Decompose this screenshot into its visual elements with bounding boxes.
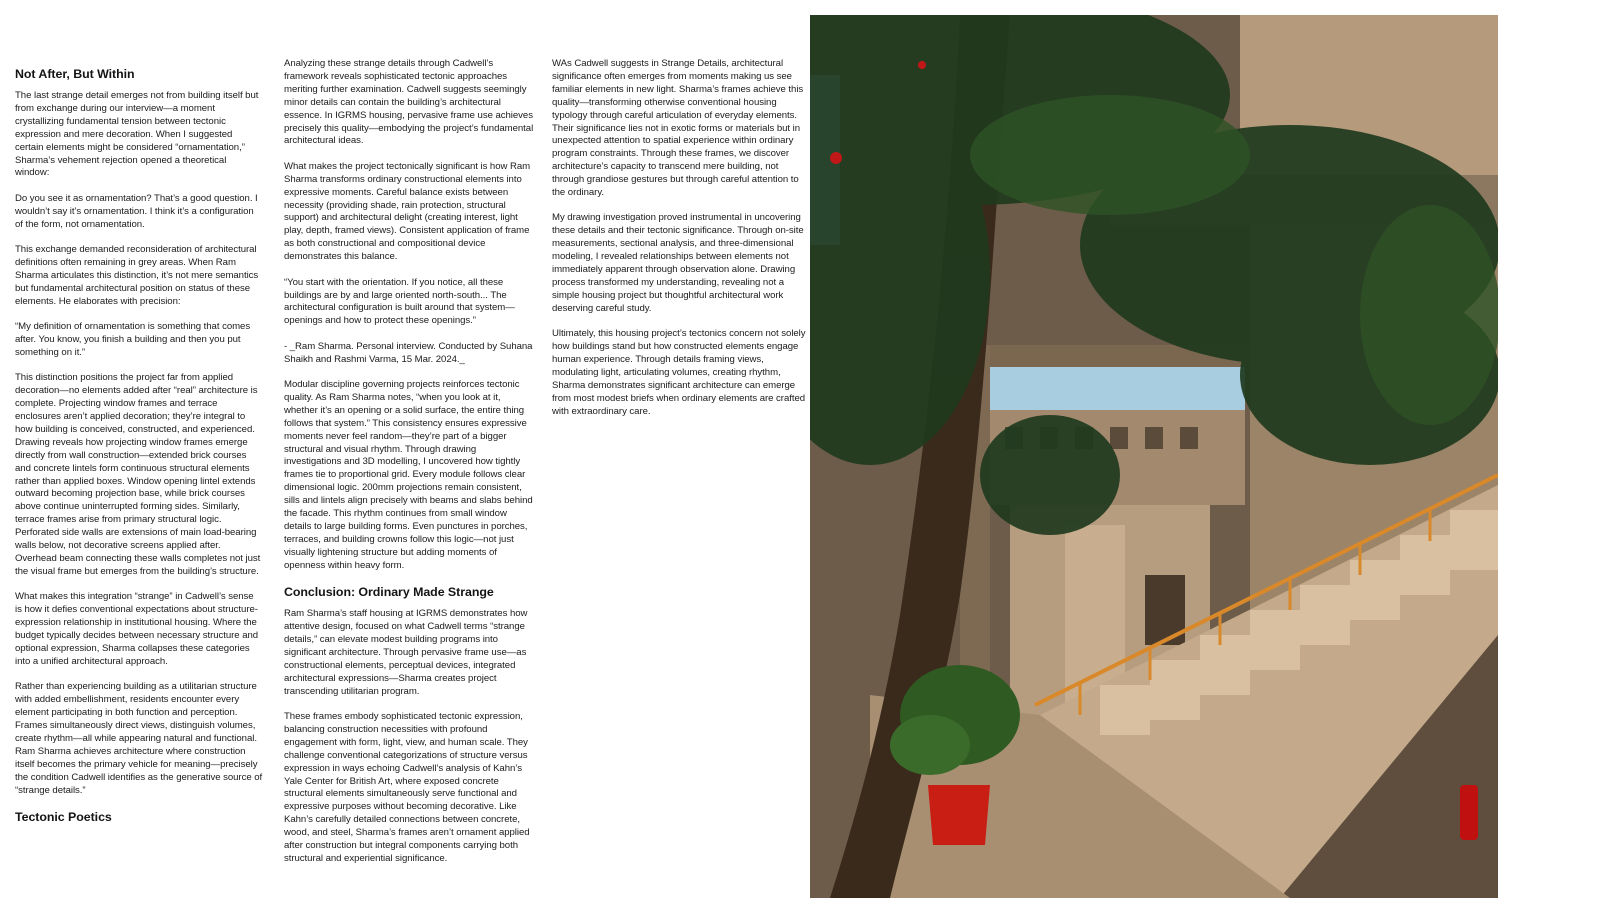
paragraph: What makes the project tectonically significant is how Ram Sharma transforms ordinary constructional elements into expressive moments. Careful balance exists between necessity (providing shade, rain protection, structural support) and architectural delight (creating interest, light play, depth, framed views). Consistent application of frame as both constructional and compositional device demonstrates this balance. <box>284 160 531 263</box>
paragraph: This exchange demanded reconsideration of architectural definitions often remaining in grey areas. When Ram Sharma articulates this distinction, it’s not mere semantics but fundamental architectural position on status of these elements. He elaborates with precision: <box>15 244 259 307</box>
section-heading-tectonic-poetics: Tectonic Poetics <box>15 809 112 824</box>
text-column-1 <box>15 58 263 833</box>
fire-extinguisher <box>1460 785 1478 840</box>
paragraph: My drawing investigation proved instrumental in uncovering these details and their tectonic significance. Through on-site measurements, sectional analysis, and three-dimensional modeling, I revealed relationships between elements not immediately apparent through observation alone. Drawing process transformed my understanding, revealing not a simple housing project but thoughtful architectural work deserving careful study. <box>552 212 804 314</box>
text-column-2 <box>284 58 536 878</box>
paragraph: Rather than experiencing building as a utilitarian structure with added embellishment, residents encounter every element participating in both function and perception. Frames simultaneously direct views, distinguish volumes, create rhythm—all while appearing natural and functional. Ram Sharma achieves architecture where construction itself becomes the primary vehicle for meaning—precisely the condition Cadwell identifies as the generative source of “strange details.” <box>15 681 263 796</box>
text-column-3 <box>552 58 806 431</box>
paragraph: The last strange detail emerges not from building itself but from exchange during our interview—a moment crystallizing fundamental tension between tectonic expression and mere decoration. When I suggested certain elements might be considered “ornamentation,” Sharma’s vehement rejection opened a theoretical window: <box>15 90 259 179</box>
paragraph: Modular discipline governing projects reinforces tectonic quality. As Ram Sharma notes, “when you look at it, whether it’s an opening or a solid surface, the entire thing follows that system.” This consistency ensures expressive moments never feel random—they’re part of a bigger structural and visual rhythm. Through drawing investigations and 3D modelling, I uncovered how tightly frames tie to proportional grid. Every module follows clear dimensional logic. 200mm projections remain consistent, sills and lintels align precisely with beams and slabs behind the facade. This rhythm continues from small window details to large building forms. Even punctures in porches, terraces, and building crowns follow this logic—not just visually lightening structure but adding moments of openness within heavy form. <box>284 379 533 571</box>
paragraph: What makes this integration “strange” in Cadwell’s sense is how it defies conventional expectations about structure-expression relationship in institutional housing. Where the budget typically decides between necessary structure and optional expression, Sharma collapses these categories into a unified architectural approach. <box>15 591 259 667</box>
quote-citation: - _Ram Sharma. Personal interview. Conducted by Suhana Shaikh and Rashmi Varma, 15 Mar. 2024._ <box>284 340 533 365</box>
paragraph: WAs Cadwell suggests in Strange Details, architectural significance often emerges from moments making us see familiar elements in new light. Sharma’s frames achieve this quality—transforming otherwise conventional housing typology through careful articulation of everyday elements. Their significance lies not in exotic forms or materials but in unexpected attention to spatial experience within ordinary program constraints. Through these frames, we discover architecture’s capacity to transcend mere building, not through grandiose gestures but through careful attention to the ordinary. <box>552 58 804 199</box>
paragraph: Ultimately, this housing project’s tectonics concern not solely how buildings stand but how constructed elements engage human experience. Through details framing views, modulating light, articulating volumes, creating rhythm, Sharma demonstrates significant architecture can emerge from most modest briefs when ordinary elements are crafted with extraordinary care. <box>552 328 806 417</box>
paragraph: Analyzing these strange details through Cadwell’s framework reveals sophisticated tectonic approaches meriting further examination. Cadwell suggests seemingly minor details can contain the building’s architectural essence. In IGRMS housing, pervasive frame use achieves precisely this quality—embodying the project’s fundamental architectural ideas. <box>284 58 534 147</box>
paragraph: Ram Sharma’s staff housing at IGRMS demonstrates how attentive design, focused on what Cadwell terms “strange details,” can elevate modest building programs into significant architecture. Through pervasive frame use—as constructional elements, perceptual devices, integrated architectural expressions—Sharma creates project transcending utilitarian program. <box>284 608 528 697</box>
interview-quote: “You start with the orientation. If you notice, all these buildings are by and large oriented north-south... The architectural configuration is built around that system—openings and how to protect these openings.” <box>284 276 515 327</box>
interview-quote: Do you see it as ornamentation? That’s a good question. I wouldn’t say it’s ornamentation. I think it’s a configuration of the form, not ornamentation. <box>15 192 258 230</box>
interview-quote: “My definition of ornamentation is something that comes after. You know, you finish a building and then you put something on it.” <box>15 321 251 358</box>
section-heading-not-after: Not After, But Within <box>15 67 135 81</box>
section-heading-conclusion: Conclusion: Ordinary Made Strange <box>284 585 494 600</box>
paragraph: These frames embody sophisticated tectonic expression, balancing construction necessities with profound engagement with form, light, view, and human scale. They challenge conventional categorizations of structure versus expression in ways echoing Cadwell’s analysis of Kahn’s Yale Center for British Art, where exposed concrete structural elements simultaneously serve functional and expressive purposes without becoming decorative. Like Kahn’s carefully detailed connections between concrete, wood, and steel, Sharma’s frames aren’t ornament applied after construction but integral components carrying both structural and experiential significance. <box>284 710 530 864</box>
photo-illustration <box>810 15 1498 898</box>
paragraph: This distinction positions the project far from applied decoration—no elements added after “real” architecture is complete. Projecting window frames and terrace enclosures aren’t applied decoration; they’re integral to how building is conceived, constructed, and experienced. Drawing reveals how projecting window frames emerge directly from wall construction—extended brick courses and concrete lintels form continuous structural elements rather than applied boxes. Window opening lintel extends outward becoming projection base, while brick courses above continue uninterrupted forming sides. Similarly, terrace frames arise from primary structural logic. Perforated side walls are extensions of main load-bearing walls below, not decorative screens applied after. Overhead beam connecting these walls completes not just the visual frame but emerges from the building’s structure. <box>15 372 261 577</box>
building-photograph <box>810 15 1498 898</box>
